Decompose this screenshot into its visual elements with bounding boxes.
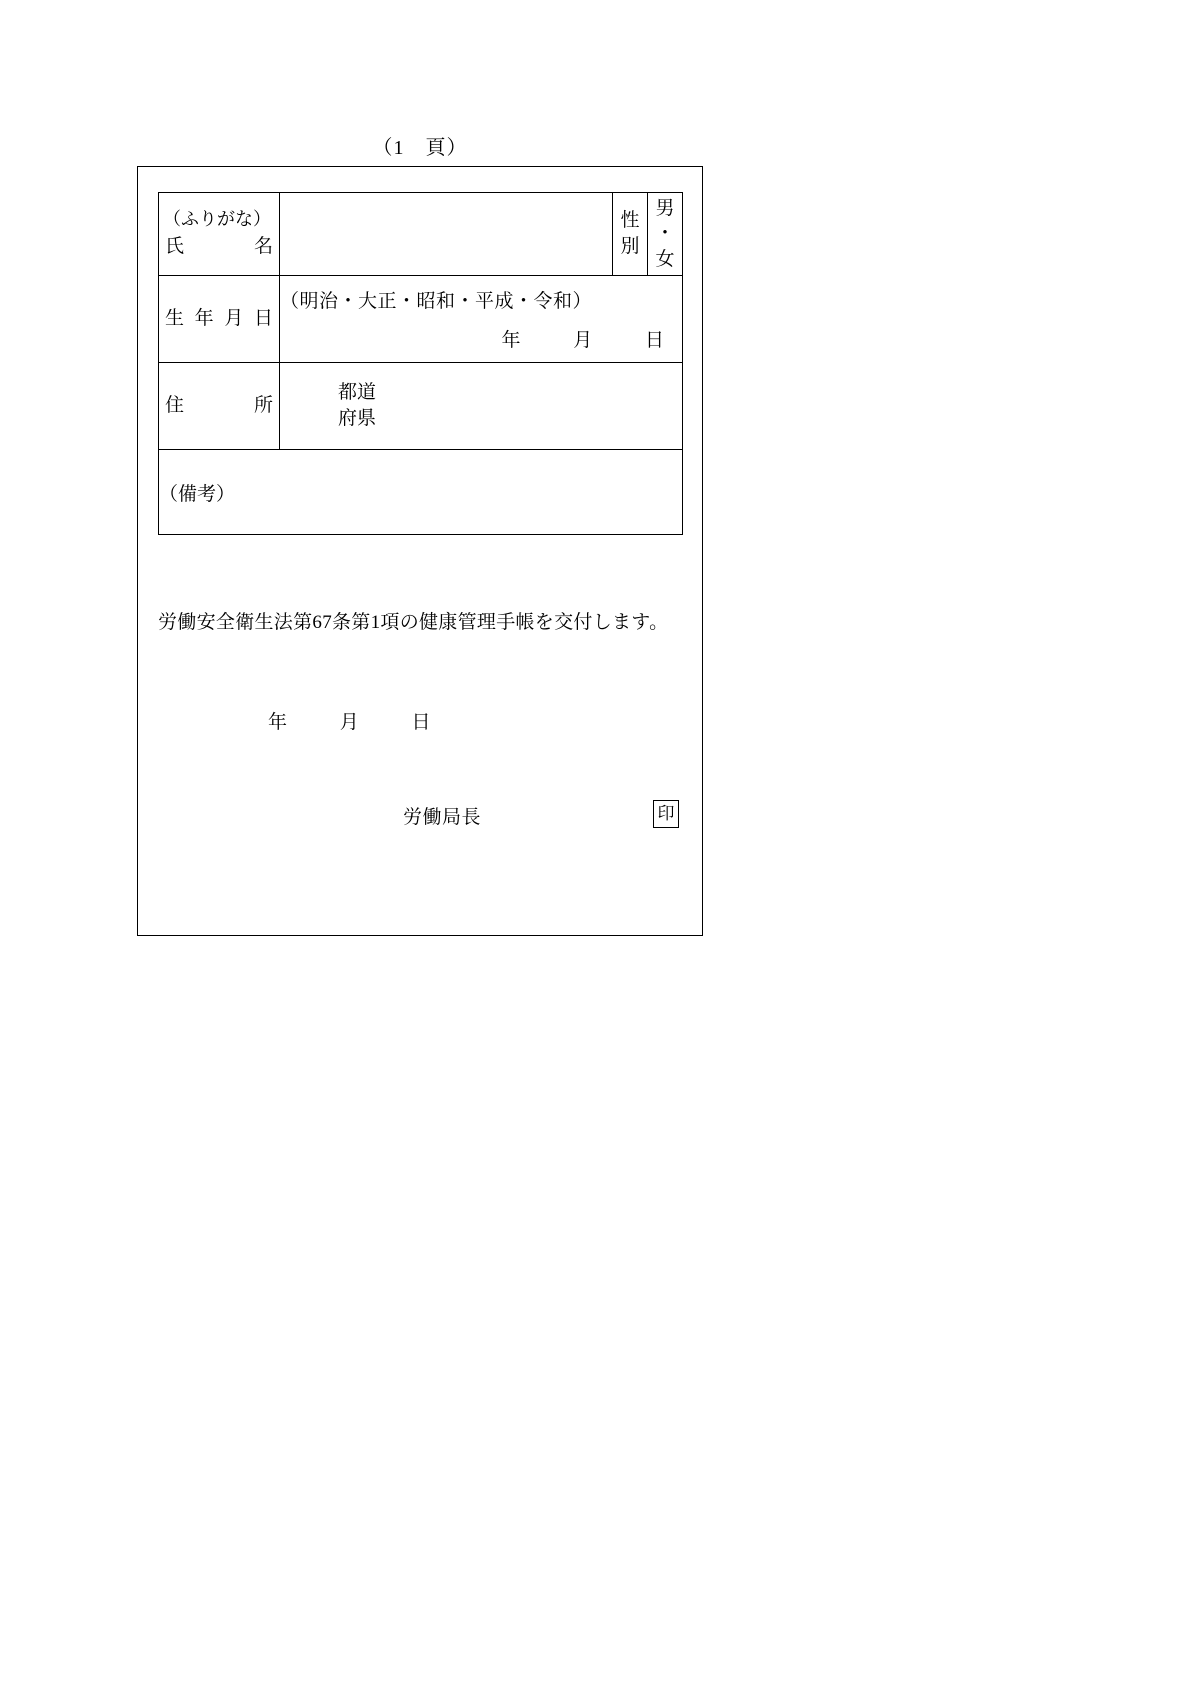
birth-day-unit: 日 [644, 330, 664, 351]
signature-row [158, 802, 683, 836]
issue-month-unit: 月 [339, 712, 359, 733]
birthdate-value-cell[interactable] [280, 276, 683, 363]
furigana-label: （ふりがな） [163, 209, 271, 230]
certificate-frame [137, 166, 703, 936]
address-value-cell[interactable] [280, 363, 683, 450]
sex-label-cell [613, 193, 648, 276]
birth-year-unit: 年 [501, 330, 521, 351]
personal-info-table [158, 192, 683, 535]
sex-label-char-2: 別 [620, 236, 640, 257]
name-label: 氏 名 [165, 236, 273, 258]
era-options: （明治・大正・昭和・平成・令和） [280, 291, 593, 312]
sex-label-char-1: 性 [620, 210, 640, 232]
sex-value-char-1: 男 [655, 197, 675, 219]
issue-year-unit: 年 [268, 712, 288, 733]
remarks-label: （備考） [159, 483, 236, 505]
sex-value-char-2: ・ [655, 223, 675, 245]
address-label-cell [159, 363, 280, 450]
issue-date-line [268, 707, 431, 734]
prefecture-line-2: 府県 [338, 408, 377, 429]
birthdate-label: 生年月日 [165, 307, 273, 329]
table-row-birthdate [159, 276, 683, 363]
name-value-cell[interactable] [280, 193, 613, 276]
sex-value-char-3: 女 [655, 248, 675, 270]
issue-day-unit: 日 [411, 712, 431, 733]
table-row-address [159, 363, 683, 450]
signature-title: 労働局長 [403, 807, 482, 828]
sex-value-cell[interactable] [648, 193, 683, 276]
birthdate-ymd [280, 325, 682, 352]
name-label-cell [159, 193, 280, 276]
remarks-cell[interactable] [159, 450, 683, 535]
birth-month-unit: 月 [573, 330, 593, 351]
birthdate-label-cell [159, 276, 280, 363]
address-label: 住 所 [165, 394, 273, 416]
table-row-remarks [159, 450, 683, 535]
table-row-name [159, 193, 683, 276]
seal-icon: 印 [653, 800, 679, 828]
page-number-label: （1 頁） [372, 137, 468, 159]
statement-text: 労働安全衛生法第67条第1項の健康管理手帳を交付します。 [158, 612, 669, 633]
prefecture-line-1: 都道 [338, 382, 377, 404]
